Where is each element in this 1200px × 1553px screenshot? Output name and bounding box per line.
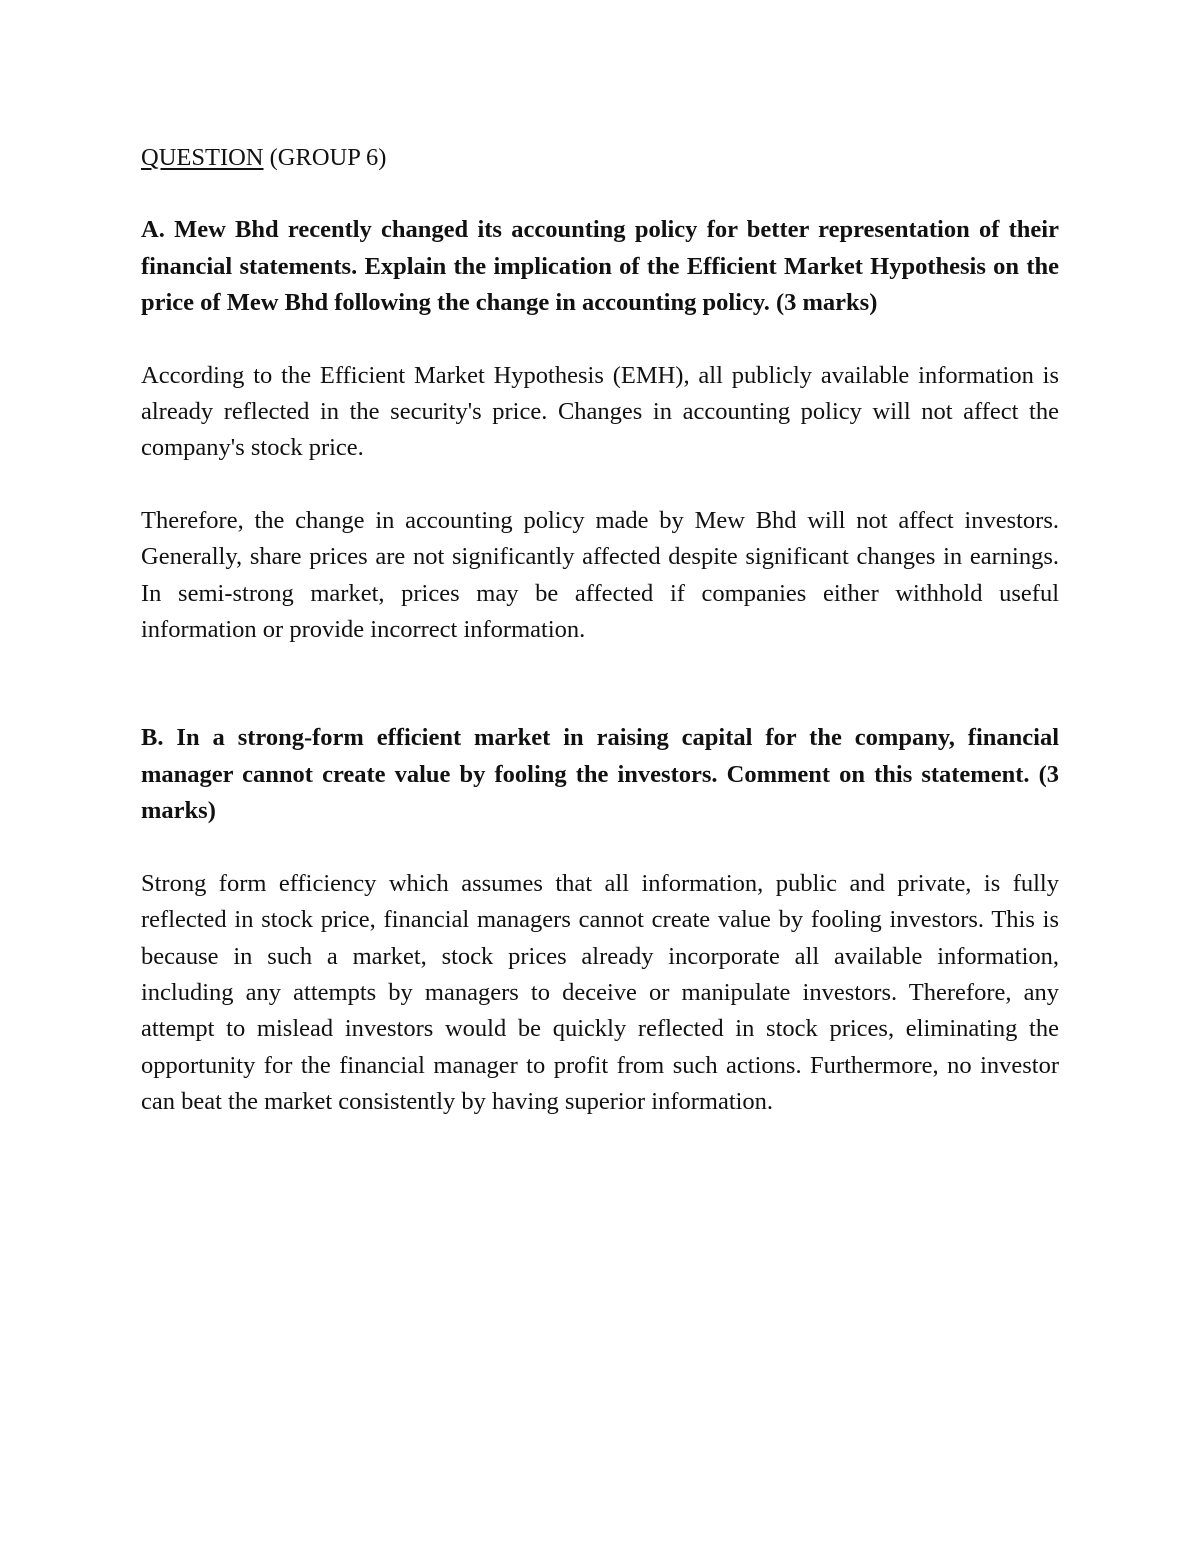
- document-heading: [141, 140, 1059, 176]
- question-a: A. Mew Bhd recently changed its accounting policy for better representation of their financial statements. Explain the implication of the Efficient Market Hypothesis on the price of Mew Bhd following the change in accounting policy. (3 marks): [141, 216, 1059, 317]
- answer-a-paragraph-1: According to the Efficient Market Hypothesis (EMH), all publicly available information is already reflected in the security's price. Changes in accounting policy will not affect the company's stock price.: [141, 361, 1059, 462]
- document-page: [141, 140, 1059, 1157]
- section-spacer: [141, 684, 1059, 720]
- answer-a-paragraph-2: Therefore, the change in accounting policy made by Mew Bhd will not affect investors. Generally, share prices are not significantly affected despite significant changes in earnings. In semi-strong market, prices may be affected if companies either withhold useful information or provide incorrect information.: [141, 506, 1059, 644]
- answer-b-paragraph-1: Strong form efficiency which assumes that all information, public and private, is fully reflected in stock price, financial managers cannot create value by fooling investors. This is because in such a market, stock prices already incorporate all available information, including any attempts by managers to deceive or manipulate investors. Therefore, any attempt to mislead investors would be quickly reflected in stock prices, eliminating the opportunity for the financial manager to profit from such actions. Furthermore, no investor can beat the market consistently by having superior information.: [141, 869, 1059, 1116]
- heading-label: QUESTION: [141, 144, 264, 171]
- question-b: B. In a strong-form efficient market in raising capital for the company, financial manager cannot create value by fooling the investors. Comment on this statement. (3 marks): [141, 724, 1059, 825]
- heading-group: (GROUP 6): [269, 144, 387, 171]
